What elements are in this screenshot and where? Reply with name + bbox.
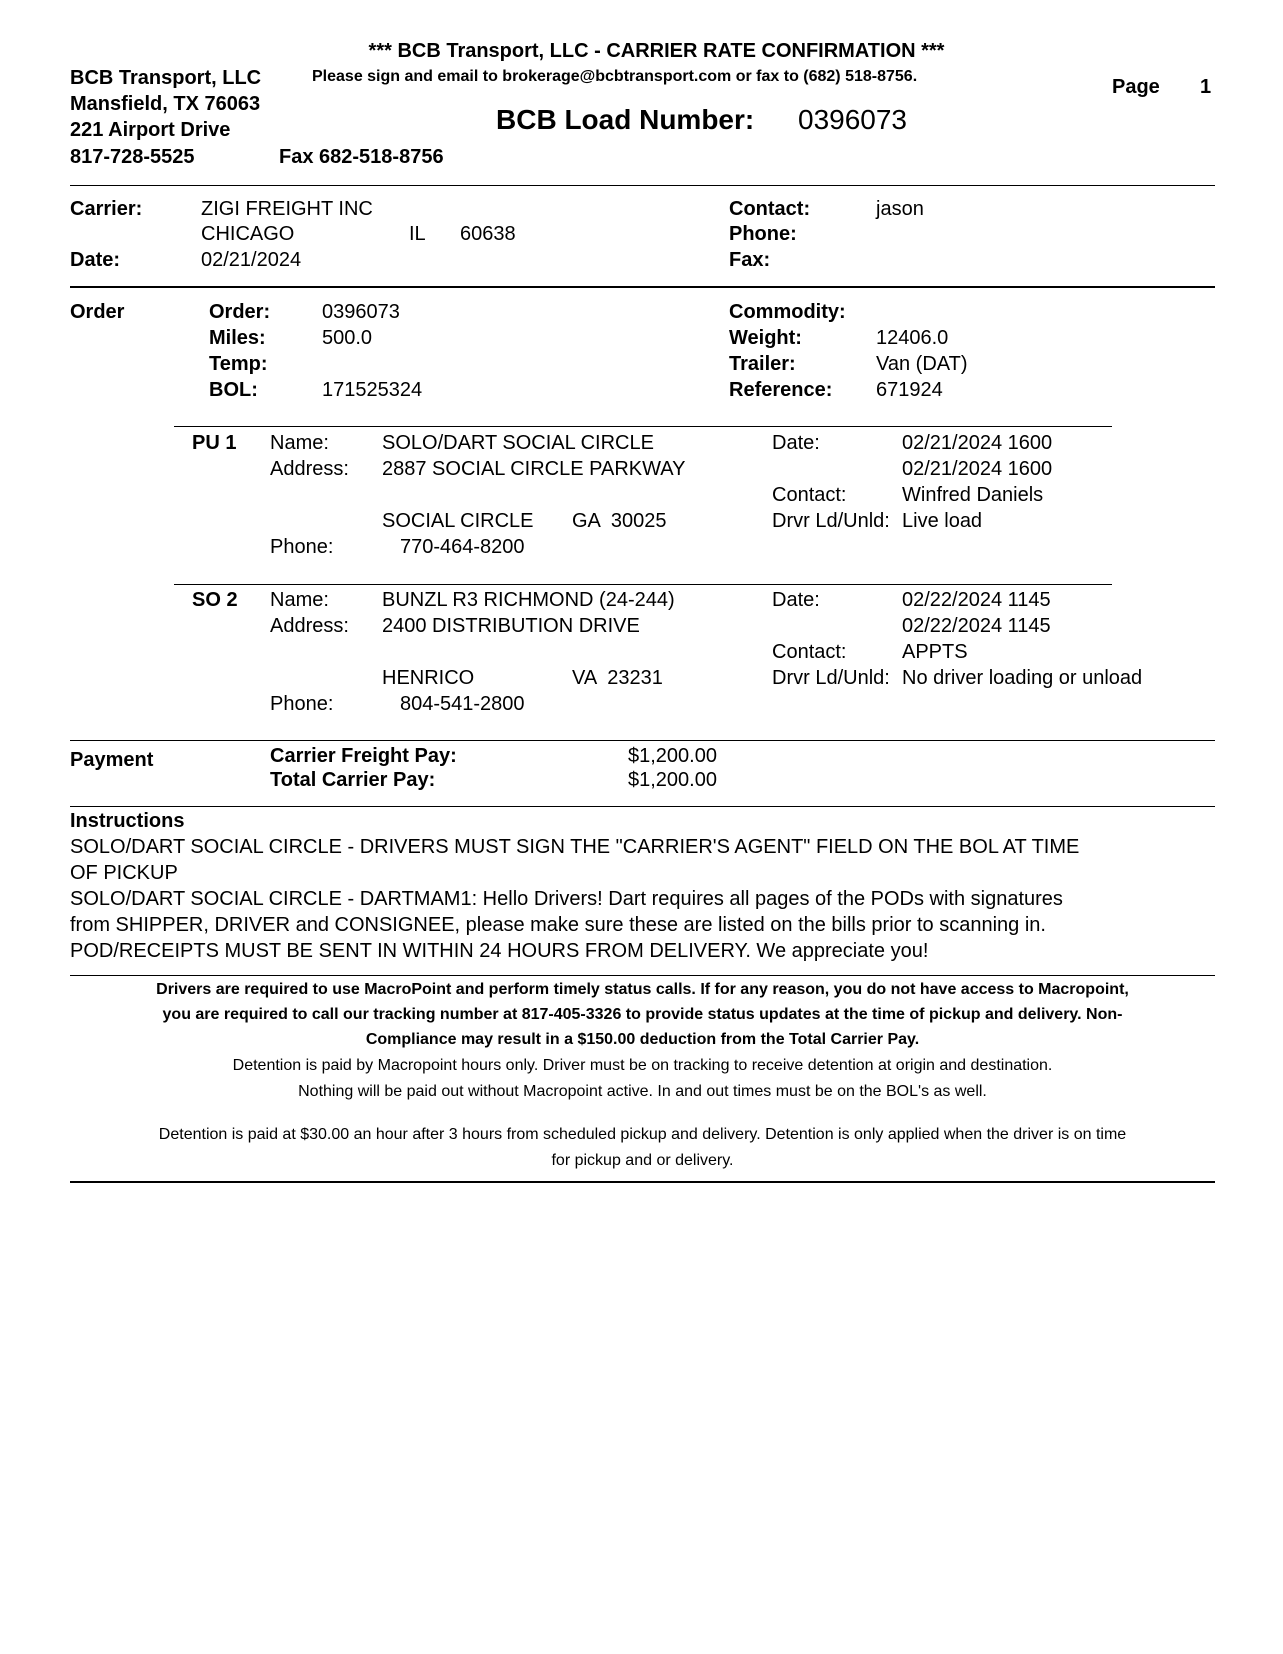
macropoint-notice: you are required to call our tracking number at 817-405-3326 to provide status updates at the time of pickup and delivery. Non- — [162, 1006, 1123, 1023]
fax-label: Fax: — [729, 249, 771, 271]
stop-name: BUNZL R3 RICHMOND (24-244) — [382, 589, 675, 611]
temp-label: Temp: — [209, 353, 268, 375]
carrier-label: Carrier: — [70, 198, 143, 220]
stop-address: 2400 DISTRIBUTION DRIVE — [382, 615, 640, 637]
macropoint-notice: Compliance may result in a $150.00 deduction from the Total Carrier Pay. — [365, 1031, 920, 1048]
divider — [70, 1181, 1215, 1183]
instruction-line: SOLO/DART SOCIAL CIRCLE - DARTMAM1: Hello Drivers! Dart requires all pages of the PODs with signatures — [70, 888, 1063, 910]
company-city: Mansfield, TX 76063 — [70, 93, 261, 115]
stop-contact-label: Contact: — [772, 484, 847, 506]
order-label: Order: — [209, 301, 271, 323]
stop-code: SO 2 — [192, 589, 238, 611]
total-pay-value: $1,200.00 — [628, 769, 717, 791]
company-name: BCB Transport, LLC — [70, 67, 262, 89]
contact-label: Contact: — [729, 198, 811, 220]
weight-value: 12406.0 — [876, 327, 949, 349]
stop-phone-label: Phone: — [270, 693, 334, 715]
reference-label: Reference: — [729, 379, 833, 401]
detention-notice: Nothing will be paid out without Macropoint active. In and out times must be on the BOL's as well. — [298, 1083, 987, 1100]
stop-drvr-label: Drvr Ld/Unld: — [772, 510, 890, 532]
stop-drvr: Live load — [902, 510, 983, 532]
instruction-line: OF PICKUP — [70, 862, 178, 884]
stop-contact: Winfred Daniels — [902, 484, 1044, 506]
stop-city: HENRICO — [382, 667, 475, 689]
carrier-zip: 60638 — [460, 223, 516, 245]
instruction-line: POD/RECEIPTS MUST BE SENT IN WITHIN 24 HOURS FROM DELIVERY. We appreciate you! — [70, 940, 929, 962]
stop-code: PU 1 — [192, 432, 237, 454]
order-value: 0396073 — [322, 301, 400, 323]
stop-city: SOCIAL CIRCLE — [382, 510, 534, 532]
stop-date-2: 02/21/2024 1600 — [902, 458, 1053, 480]
load-number-label: BCB Load Number: — [496, 104, 755, 135]
total-pay-label: Total Carrier Pay: — [270, 769, 436, 791]
stop-date-label: Date: — [772, 432, 820, 454]
stop-name-label: Name: — [270, 432, 329, 454]
contact-value: jason — [876, 198, 924, 220]
miles-value: 500.0 — [322, 327, 373, 349]
stop-contact-label: Contact: — [772, 641, 847, 663]
instruction-line: from SHIPPER, DRIVER and CONSIGNEE, please make sure these are listed on the bills prior to scanning in. — [70, 914, 1046, 936]
divider — [174, 426, 1112, 427]
detention-rate-notice: for pickup and or delivery. — [551, 1152, 734, 1169]
document-title: *** BCB Transport, LLC - CARRIER RATE CONFIRMATION *** — [368, 40, 945, 62]
stop-state-zip: GA 30025 — [572, 510, 667, 532]
divider — [70, 185, 1215, 186]
company-phone: 817-728-5525 — [70, 146, 195, 168]
stop-phone: 804-541-2800 — [400, 693, 525, 715]
stop-contact: APPTS — [902, 641, 968, 663]
macropoint-notice: Drivers are required to use MacroPoint and perform timely status calls. If for any reason, you do not have access to Macropoint, — [156, 981, 1129, 998]
stop-address-label: Address: — [270, 458, 349, 480]
stop-drvr: No driver loading or unload — [902, 667, 1143, 689]
stop-drvr-label: Drvr Ld/Unld: — [772, 667, 890, 689]
stop-address: 2887 SOCIAL CIRCLE PARKWAY — [382, 458, 686, 480]
stop-name: SOLO/DART SOCIAL CIRCLE — [382, 432, 654, 454]
payment-section-label: Payment — [70, 749, 154, 771]
divider — [70, 975, 1215, 976]
carrier-state: IL — [409, 223, 426, 245]
weight-label: Weight: — [729, 327, 802, 349]
miles-label: Miles: — [209, 327, 266, 349]
carrier-city: CHICAGO — [201, 223, 295, 245]
detention-notice: Detention is paid by Macropoint hours only. Driver must be on tracking to receive detention at origin and destination. — [232, 1057, 1053, 1074]
freight-pay-value: $1,200.00 — [628, 745, 717, 767]
instruction-line: SOLO/DART SOCIAL CIRCLE - DRIVERS MUST SIGN THE "CARRIER'S AGENT" FIELD ON THE BOL AT TIME — [70, 836, 1080, 858]
bol-label: BOL: — [209, 379, 258, 401]
load-number: 0396073 — [798, 104, 908, 135]
stop-phone-label: Phone: — [270, 536, 334, 558]
company-fax: Fax 682-518-8756 — [279, 146, 444, 168]
reference-value: 671924 — [876, 379, 943, 401]
divider — [70, 740, 1215, 741]
trailer-value: Van (DAT) — [876, 353, 968, 375]
page-label: Page — [1112, 76, 1160, 98]
trailer-label: Trailer: — [729, 353, 796, 375]
carrier-date-label: Date: — [70, 249, 121, 271]
sign-instruction: Please sign and email to brokerage@bcbtransport.com or fax to (682) 518-8756. — [312, 68, 918, 85]
stop-address-label: Address: — [270, 615, 349, 637]
page-number: 1 — [1200, 76, 1212, 98]
bol-value: 171525324 — [322, 379, 423, 401]
detention-rate-notice: Detention is paid at $30.00 an hour after 3 hours from scheduled pickup and delivery. Detention is only applied when the driver is on time — [158, 1126, 1127, 1143]
commodity-label: Commodity: — [729, 301, 846, 323]
stop-date-2: 02/22/2024 1145 — [902, 615, 1051, 637]
carrier-name: ZIGI FREIGHT INC — [201, 198, 373, 220]
divider — [174, 584, 1112, 585]
stop-date-1: 02/22/2024 1145 — [902, 589, 1051, 611]
order-section-label: Order — [70, 301, 125, 323]
freight-pay-label: Carrier Freight Pay: — [270, 745, 457, 767]
stop-state-zip: VA 23231 — [572, 667, 663, 689]
instructions-heading: Instructions — [70, 810, 185, 832]
divider — [70, 806, 1215, 807]
stop-name-label: Name: — [270, 589, 329, 611]
stop-phone: 770-464-8200 — [400, 536, 525, 558]
stop-date-1: 02/21/2024 1600 — [902, 432, 1053, 454]
divider — [70, 286, 1215, 288]
phone-label: Phone: — [729, 223, 797, 245]
stop-date-label: Date: — [772, 589, 820, 611]
company-street: 221 Airport Drive — [70, 119, 231, 141]
carrier-date: 02/21/2024 — [201, 249, 302, 271]
